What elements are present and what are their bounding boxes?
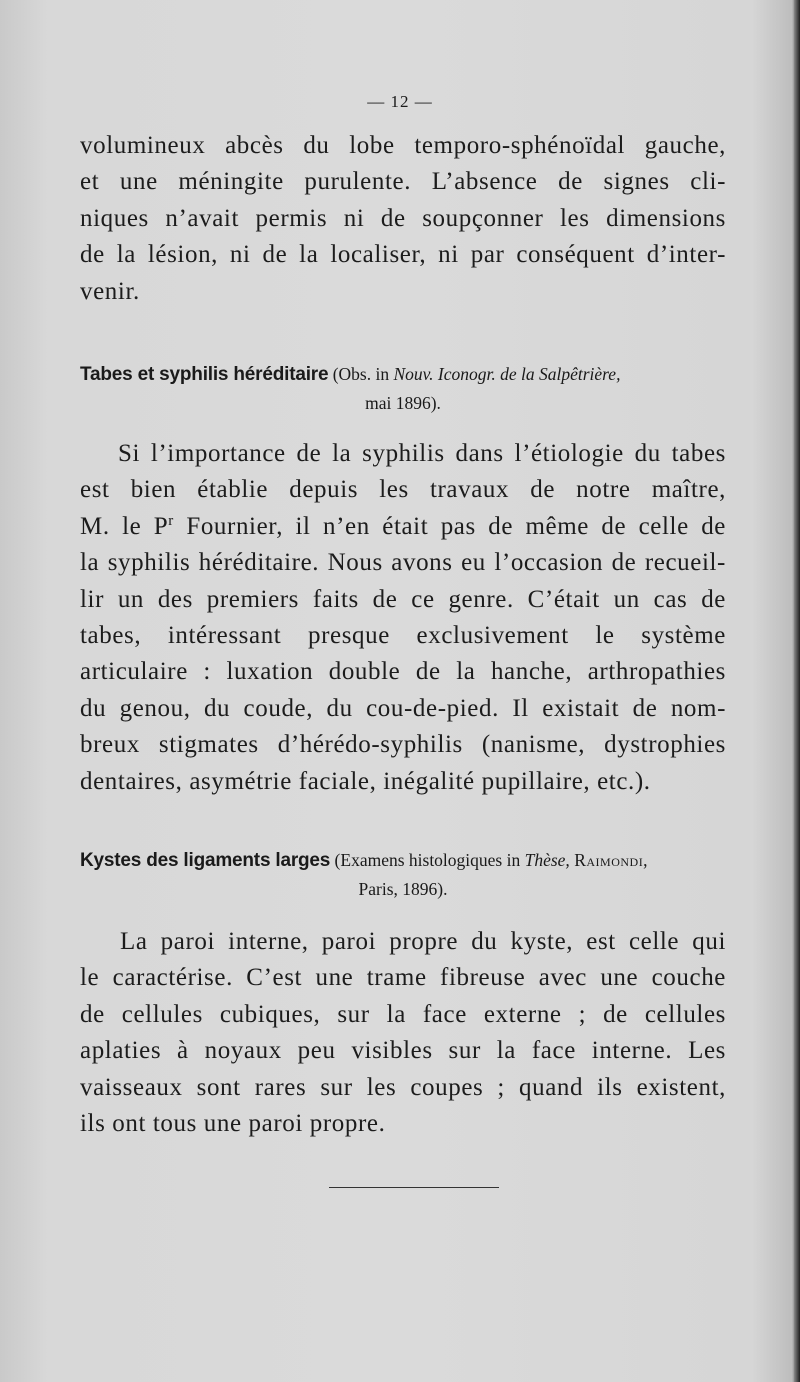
page-number: — 12 —: [367, 92, 433, 111]
text-line: de cellules cubiques, sur la face externe ; de cellules: [80, 1000, 726, 1028]
text-line: de la lésion, ni de la localiser, ni par conséquent d’inter-: [80, 241, 726, 269]
text-line: du genou, du coude, du cou-de-pied. Il existait de nom-: [80, 694, 726, 722]
text-line: le caractérise. C’est une trame fibreuse avec une couche: [80, 964, 726, 992]
text-line: lir un des premiers faits de ce genre. C’était un cas de: [80, 585, 726, 613]
intro-paragraph: [80, 128, 726, 310]
text-line: tabes, intéressant presque exclusivement le système: [80, 622, 726, 650]
text-fragment: Fournier, il n’en était pas de même de celle de: [173, 512, 726, 540]
text-line: ils ont tous une paroi propre.: [80, 1110, 386, 1138]
text-fragment: M. le P: [80, 512, 169, 540]
reference-open: (Examens histologiques in: [334, 850, 525, 870]
section-heading-kystes: [80, 846, 726, 904]
text-line: La paroi interne, paroi propre du kyste, est celle qui: [120, 928, 726, 955]
text-line: la syphilis héréditaire. Nous avons eu l’occasion de recueil-: [80, 549, 726, 577]
text-line: Si l’importance de la syphilis dans l’étiologie du tabes: [118, 440, 726, 467]
reference-journal: Nouv. Iconogr. de la Salpêtrière,: [393, 364, 621, 384]
text-line: volumineux abcès du lobe temporo-sphénoïdal gauche,: [80, 132, 726, 159]
text-line: venir.: [80, 277, 140, 305]
section-heading-tabes: [80, 360, 726, 418]
page-edge-shadow: [794, 0, 800, 1382]
reference-open: (Obs. in: [332, 364, 394, 384]
section-title: Tabes et syphilis héréditaire: [80, 364, 329, 385]
reference-date: Paris, 1896).: [358, 879, 448, 899]
text-line: vaisseaux sont rares sur les coupes ; quand ils existent,: [80, 1073, 726, 1101]
text-line: est bien établie depuis les travaux de notre maître,: [80, 476, 726, 504]
text-line: niques n’avait permis ni de soupçonner les dimensions: [80, 204, 726, 232]
reference-date: mai 1896).: [365, 393, 441, 413]
section-title: Kystes des ligaments larges: [80, 850, 331, 871]
kystes-paragraph: [80, 924, 726, 1142]
text-line: et une méningite purulente. L’absence de signes cli-: [80, 168, 726, 196]
reference-thesis: Thèse,: [524, 850, 570, 870]
text-line: dentaires, asymétrie faciale, inégalité pupillaire, etc.).: [80, 767, 651, 795]
text-line: aplaties à noyaux peu visibles sur la face interne. Les: [80, 1037, 726, 1065]
end-rule: [329, 1187, 499, 1188]
text-line: [80, 509, 726, 545]
superscript: r: [168, 512, 174, 529]
text-line: articulaire : luxation double de la hanche, arthropathies: [80, 658, 726, 686]
text-line: breux stigmates d’hérédo-syphilis (nanisme, dystrophies: [80, 731, 726, 759]
tabes-paragraph: [80, 436, 726, 800]
reference-author: Raimondi,: [574, 850, 649, 870]
